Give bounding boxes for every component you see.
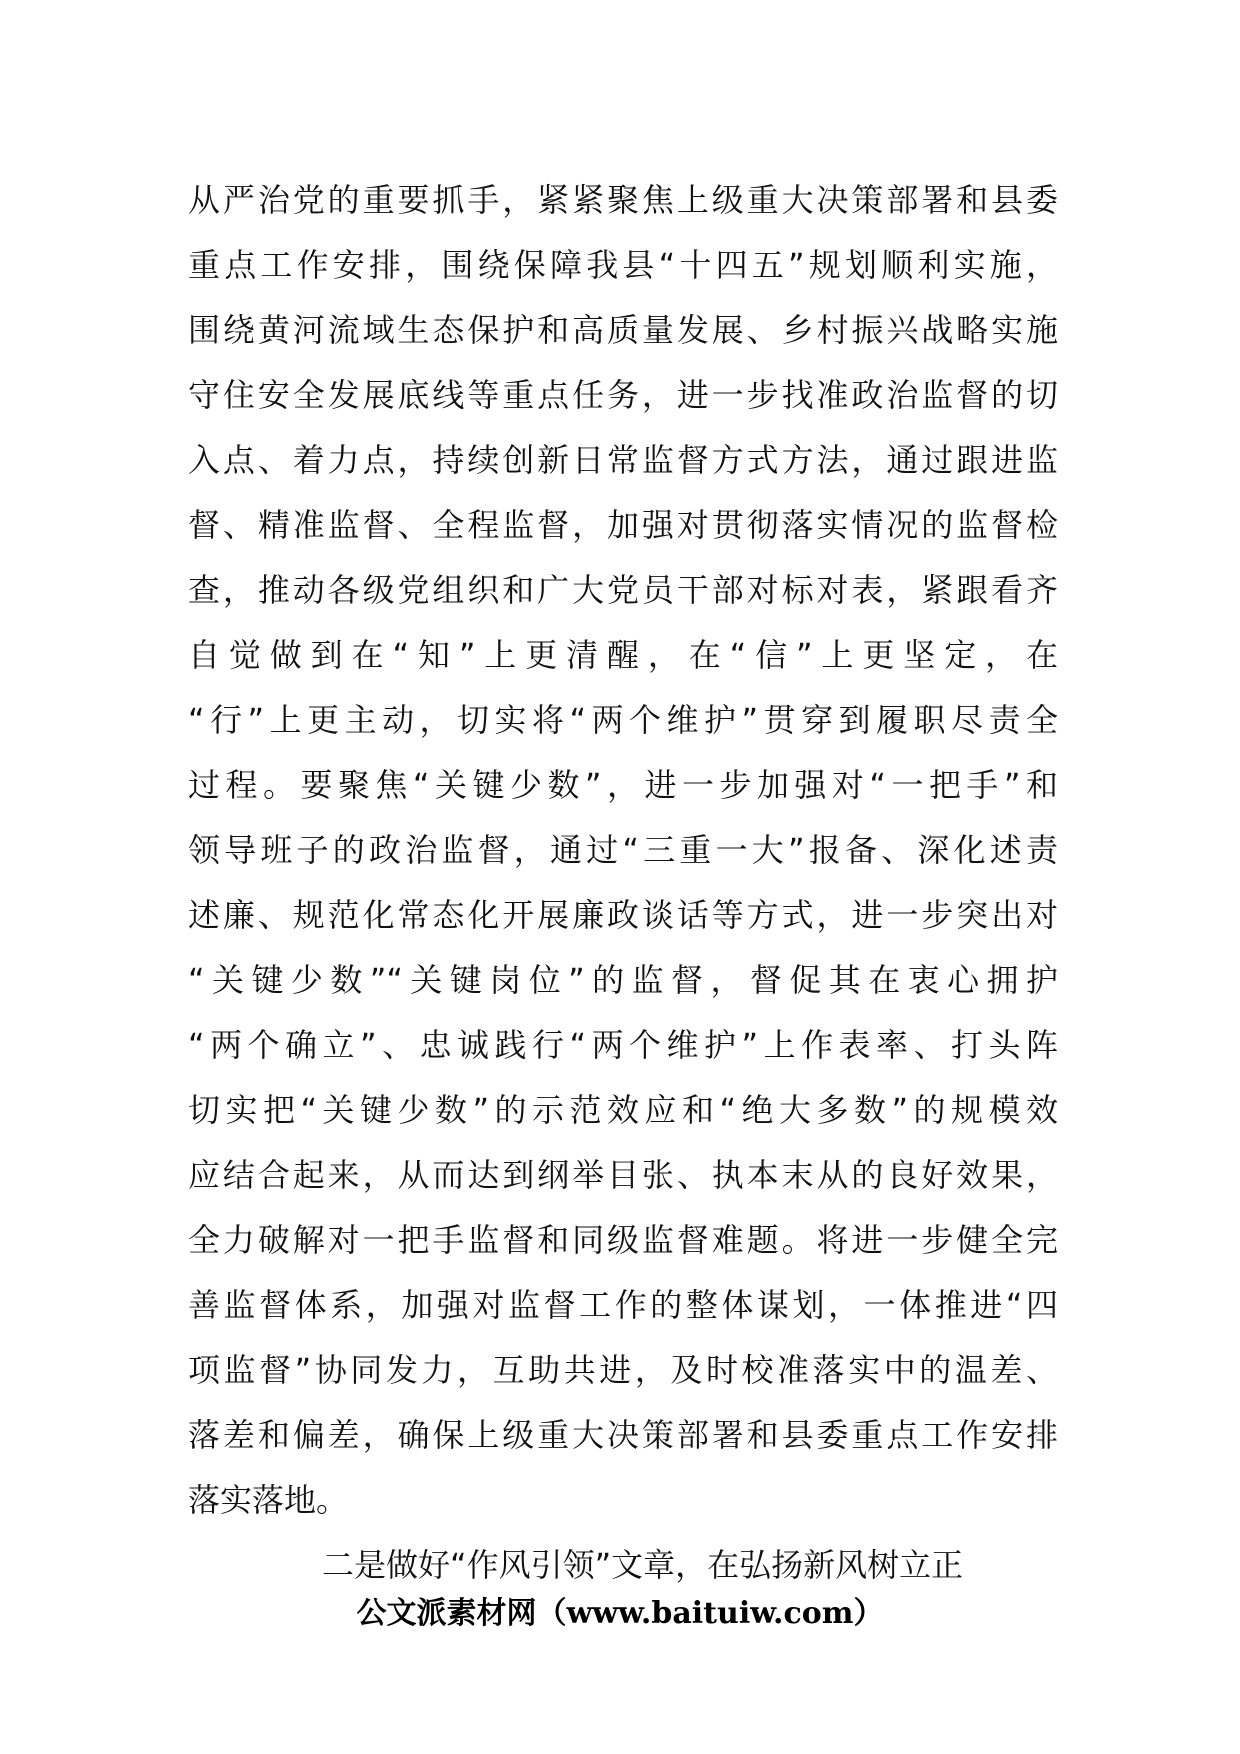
body-line: “行”上更主动，切实将“两个维护”贯穿到履职尽责全 <box>188 701 1058 739</box>
footer-watermark: 公文派素材网（www.baituiw.com） <box>356 1596 884 1631</box>
body-line: 善监督体系，加强对监督工作的整体谋划，一体推进“四 <box>188 1286 1058 1324</box>
body-line: 述廉、规范化常态化开展廉政谈话等方式，进一步突出对 <box>188 896 1058 934</box>
body-line: 入点、着力点，持续创新日常监督方式方法，通过跟进监 <box>188 441 1058 479</box>
body-line: “关键少数”“关键岗位”的监督，督促其在衷心拥护 <box>188 961 1058 999</box>
document-body <box>188 168 1058 1598</box>
body-line: 应结合起来，从而达到纲举目张、执本末从的良好效果， <box>188 1156 1058 1194</box>
body-line: 全力破解对一把手监督和同级监督难题。将进一步健全完 <box>188 1221 1058 1259</box>
body-line: 切实把“关键少数”的示范效应和“绝大多数”的规模效 <box>188 1091 1058 1129</box>
paragraph-start-line: 二是做好“作风引领”文章，在弘扬新风树立正 <box>322 1546 964 1584</box>
body-line: 督、精准监督、全程监督，加强对贯彻落实情况的监督检 <box>188 506 1058 544</box>
body-line: “两个确立”、忠诚践行“两个维护”上作表率、打头阵 <box>188 1026 1058 1064</box>
body-line: 领导班子的政治监督，通过“三重一大”报备、深化述责 <box>188 831 1058 869</box>
body-line: 落差和偏差，确保上级重大决策部署和县委重点工作安排 <box>188 1416 1058 1454</box>
body-line: 守住安全发展底线等重点任务，进一步找准政治监督的切 <box>188 376 1058 414</box>
paragraph-end-line: 落实落地。 <box>188 1481 349 1519</box>
body-line: 重点工作安排，围绕保障我县“十四五”规划顺利实施， <box>188 246 1058 284</box>
body-line: 查，推动各级党组织和广大党员干部对标对表，紧跟看齐 <box>188 571 1058 609</box>
body-line: 围绕黄河流域生态保护和高质量发展、乡村振兴战略实施 <box>188 311 1058 349</box>
body-line: 自觉做到在“知”上更清醒，在“信”上更坚定，在 <box>188 636 1058 674</box>
body-line: 过程。要聚焦“关键少数”，进一步加强对“一把手”和 <box>188 766 1058 804</box>
body-line: 从严治党的重要抓手，紧紧聚焦上级重大决策部署和县委 <box>188 181 1058 219</box>
body-line: 项监督”协同发力，互助共进，及时校准落实中的温差、 <box>188 1351 1058 1389</box>
